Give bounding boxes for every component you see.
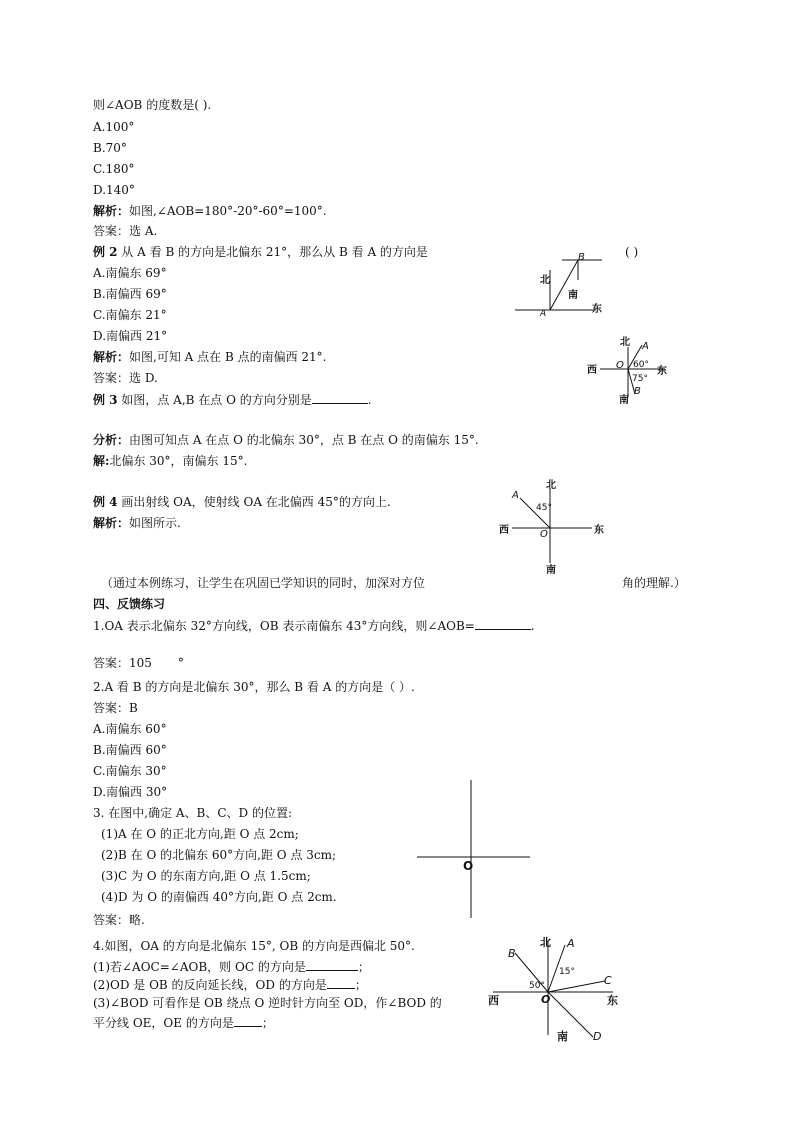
q4-fig-north: 北 <box>540 936 551 949</box>
ex2-answer: 答案：选 D. <box>93 371 158 385</box>
q3-answer: 答案：略. <box>93 913 145 927</box>
ex3-fig-east: 东 <box>657 366 667 377</box>
q3-item-1: (1)A 在 O 的正北方向,距 O 点 2cm; <box>101 827 299 841</box>
ex4-question: 例 4 画出射线 OA，使射线 OA 在北偏西 45°的方向上. <box>93 495 391 509</box>
q3-fig-o: O <box>463 859 474 873</box>
prev-option-d: D.140° <box>93 183 135 197</box>
prev-answer: 答案：选 A. <box>93 224 158 238</box>
ex3-fig-south: 南 <box>619 395 629 406</box>
q4-fig-50: 50° <box>529 981 545 991</box>
ex3-solution: 解:北偏东 30°，南偏东 15°. <box>93 454 248 468</box>
ex4-fig-o: O <box>540 529 548 540</box>
ex4-fig-north: 北 <box>546 480 556 491</box>
ex2-option-a: A.南偏东 69° <box>93 266 167 280</box>
q4-fig-east: 东 <box>607 994 618 1007</box>
section-title: 四、反馈练习 <box>93 597 166 611</box>
ex4-fig-a: A <box>512 490 519 501</box>
teaching-note-right: 角的理解.） <box>622 576 686 590</box>
ex2-fig-b: B <box>578 252 585 263</box>
q4-fig-west: 西 <box>488 994 499 1007</box>
q4-fig-o: O <box>541 993 551 1006</box>
ex3-fig-b: B <box>634 386 641 397</box>
prev-analysis: 解析：如图,∠AOB=180°-20°-60°=100°. <box>93 204 327 218</box>
q4-fig-c: C <box>604 974 612 987</box>
ex2-option-d: D.南偏西 21° <box>93 329 168 343</box>
q4-fig-15: 15° <box>559 967 575 977</box>
q4-item-3: (3)∠BOD 可看作是 OB 绕点 O 逆时针方向至 OD，作∠BOD 的 <box>93 996 442 1010</box>
q3-item-2: (2)B 在 O 的北偏东 60°方向,距 O 点 3cm; <box>101 848 337 862</box>
ex2-option-c: C.南偏东 21° <box>93 308 167 322</box>
ex2-analysis: 解析：如图,可知 A 点在 B 点的南偏西 21°. <box>93 350 327 364</box>
q4-fig-b: B <box>508 947 516 960</box>
ex3-question: 例 3 如图，点 A,B 在点 O 的方向分别是 . <box>93 393 372 407</box>
q4-item-4: 平分线 OE，OE 的方向是 ； <box>93 1016 274 1030</box>
ex4-figure <box>492 478 612 578</box>
q2-question: 2.A 看 B 的方向是北偏东 30°，那么 B 看 A 的方向是（ ）. <box>93 680 415 694</box>
prev-option-b: B.70° <box>93 141 127 155</box>
ex2-fig-south: 南 <box>568 290 578 301</box>
q2-option-c: C.南偏东 30° <box>93 764 167 778</box>
ex3-fig-north: 北 <box>620 337 630 348</box>
q2-option-a: A.南偏东 60° <box>93 722 167 736</box>
q4-figure <box>485 935 625 1045</box>
prev-question: 则∠AOB 的度数是( ). <box>93 98 212 112</box>
q4-question: 4.如图，OA 的方向是北偏东 15°, OB 的方向是西偏北 50°. <box>93 939 415 953</box>
ex4-fig-south: 南 <box>546 565 556 576</box>
ex3-fig-75: 75° <box>632 374 648 384</box>
ex2-question: 例 2 从 A 看 B 的方向是北偏东 21°，那么从 B 看 A 的方向是 <box>93 245 428 259</box>
q4-fig-south: 南 <box>557 1030 568 1043</box>
q4-item-1: (1)若∠AOC=∠AOB，则 OC 的方向是 ； <box>93 960 370 974</box>
q2-answer: 答案：B <box>93 701 138 715</box>
ex2-fig-north: 北 <box>540 275 550 286</box>
ex4-fig-east: 东 <box>594 525 604 536</box>
q2-option-b: B.南偏西 60° <box>93 743 167 757</box>
ex3-fig-60: 60° <box>633 360 649 370</box>
prev-option-a: A.100° <box>93 120 135 134</box>
ex3-analysis: 分析：由图可知点 A 在点 O 的北偏东 30°，点 B 在点 O 的南偏东 15°. <box>93 433 479 447</box>
q1-question: 1.OA 表示北偏东 32°方向线，OB 表示南偏东 43°方向线，则∠AOB= . <box>93 619 535 633</box>
ex4-fig-45: 45° <box>536 503 552 513</box>
q3-item-3: (3)C 为 O 的东南方向,距 O 点 1.5cm; <box>101 869 311 883</box>
q4-fig-d: D <box>593 1030 602 1043</box>
ex3-figure <box>585 332 675 407</box>
ex3-fig-o: O <box>616 360 624 371</box>
q1-answer: 答案：105 ° <box>93 656 184 670</box>
q3-figure <box>415 780 535 920</box>
q4-item-2: (2)OD 是 OB 的反向延长线，OD 的方向是 ； <box>93 978 367 992</box>
ex3-fig-a: A <box>642 341 649 352</box>
ex2-figure <box>510 250 610 325</box>
ex2-fig-east: 东 <box>592 304 602 315</box>
q2-option-d: D.南偏西 30° <box>93 785 168 799</box>
ex4-analysis: 解析：如图所示. <box>93 516 181 530</box>
prev-option-c: C.180° <box>93 162 135 176</box>
ex3-fig-west: 西 <box>587 365 597 376</box>
ex2-paren: ( ) <box>625 245 639 259</box>
ex2-option-b: B.南偏西 69° <box>93 287 167 301</box>
q4-fig-a: A <box>567 937 575 950</box>
q3-question: 3. 在图中,确定 A、B、C、D 的位置: <box>93 806 293 820</box>
ex4-fig-west: 西 <box>499 525 509 536</box>
teaching-note-left: （通过本例练习，让学生在巩固已学知识的同时，加深对方位 <box>101 576 426 590</box>
ex2-fig-a: A <box>540 309 547 319</box>
q3-item-4: (4)D 为 O 的南偏西 40°方向,距 O 点 2cm. <box>101 890 337 904</box>
